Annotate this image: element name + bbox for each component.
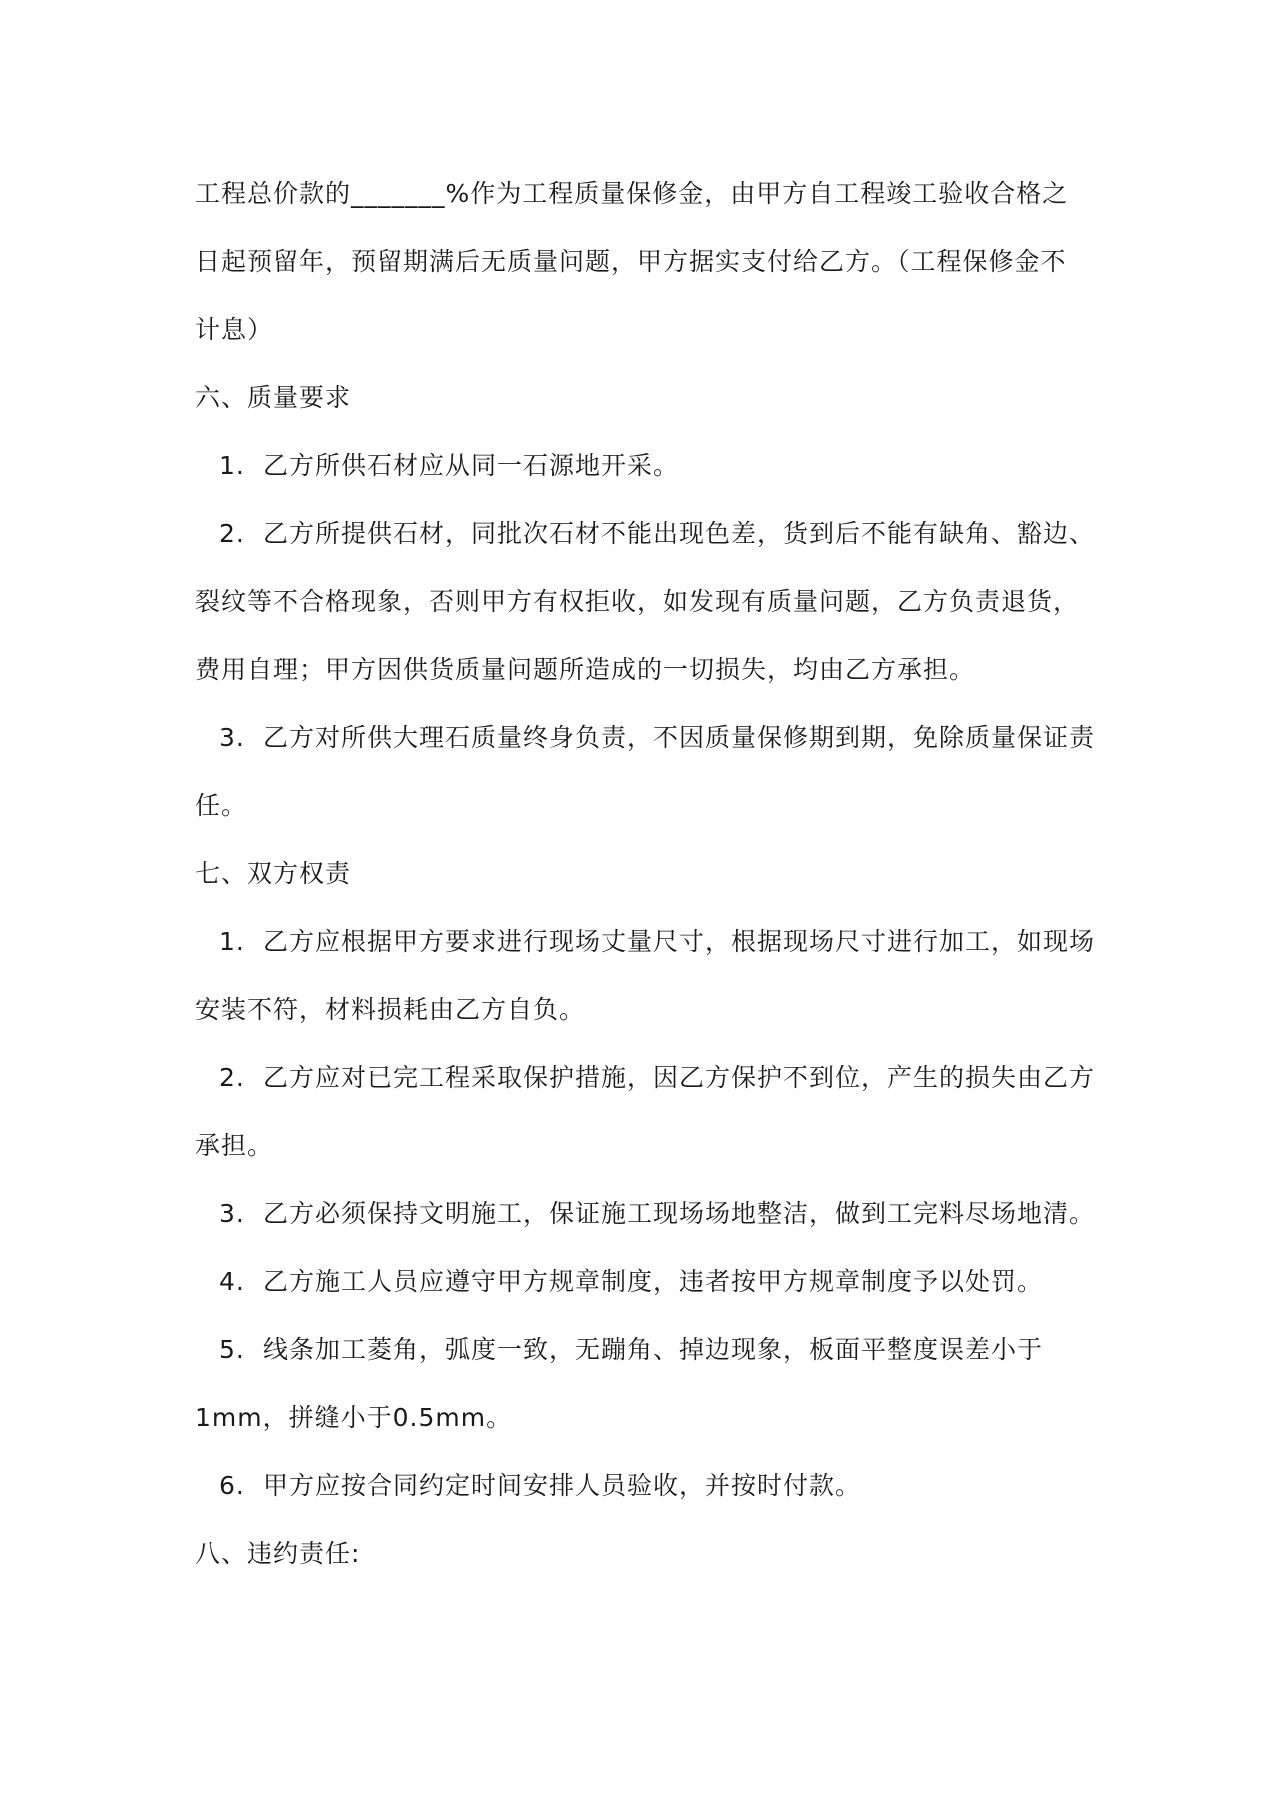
list-item [195, 704, 1095, 772]
item-number: 3. [219, 723, 245, 752]
item-continuation: 裂纹等不合格现象，否则甲方有权拒收，如发现有质量问题，乙方负责退货， [195, 587, 1080, 616]
section-heading-7: 七、双方权责 [195, 859, 352, 888]
document-body [195, 160, 1095, 1588]
item-number: 3. [219, 1199, 245, 1228]
item-continuation: 任。 [195, 791, 248, 820]
item-text: 乙方所供石材应从同一石源地开采。 [263, 451, 680, 480]
list-item [195, 1452, 1095, 1520]
list-item [195, 1044, 1095, 1112]
item-text: 乙方必须保持文明施工，保证施工现场场地整洁，做到工完料尽场地清。 [263, 1199, 1096, 1228]
list-item [195, 500, 1095, 568]
item-number: 4. [219, 1267, 245, 1296]
item-number: 1. [219, 451, 245, 480]
item-continuation: 费用自理；甲方因供货质量问题所造成的一切损失，均由乙方承担。 [195, 655, 976, 684]
item-number: 2. [219, 519, 245, 548]
item-text: 线条加工菱角，弧度一致，无蹦角、掉边现象，板面平整度误差小于 [263, 1335, 1044, 1364]
list-item [195, 1316, 1095, 1384]
list-item [195, 1248, 1095, 1316]
item-number: 1. [219, 927, 245, 956]
item-continuation: 承担。 [195, 1131, 274, 1160]
item-number: 2. [219, 1063, 245, 1092]
list-item [195, 432, 1095, 500]
item-number: 6. [219, 1471, 245, 1500]
section-heading-8: 八、违约责任: [195, 1539, 361, 1568]
item-continuation: 1mm，拼缝小于0.5mm。 [195, 1403, 513, 1432]
item-number: 5. [219, 1335, 245, 1364]
list-item [195, 908, 1095, 976]
item-text: 乙方所提供石材，同批次石材不能出现色差，货到后不能有缺角、豁边、 [263, 519, 1096, 548]
item-text: 乙方应根据甲方要求进行现场丈量尺寸，根据现场尺寸进行加工，如现场 [263, 927, 1096, 956]
item-text: 乙方应对已完工程采取保护措施，因乙方保护不到位，产生的损失由乙方 [263, 1063, 1096, 1092]
paragraph-line: 计息） [195, 315, 274, 344]
item-continuation: 安装不符，材料损耗由乙方自负。 [195, 995, 586, 1024]
item-text: 乙方施工人员应遵守甲方规章制度，违者按甲方规章制度予以处罚。 [263, 1267, 1044, 1296]
paragraph-line: 日起预留年，预留期满后无质量问题，甲方据实支付给乙方。（工程保修金不 [195, 247, 1067, 276]
section-heading-6: 六、质量要求 [195, 383, 352, 412]
item-text: 乙方对所供大理石质量终身负责，不因质量保修期到期，免除质量保证责 [263, 723, 1096, 752]
paragraph-line: 工程总价款的_______%作为工程质量保修金，由甲方自工程竣工验收合格之 [195, 179, 1069, 208]
item-text: 甲方应按合同约定时间安排人员验收，并按时付款。 [263, 1471, 862, 1500]
list-item [195, 1180, 1095, 1248]
